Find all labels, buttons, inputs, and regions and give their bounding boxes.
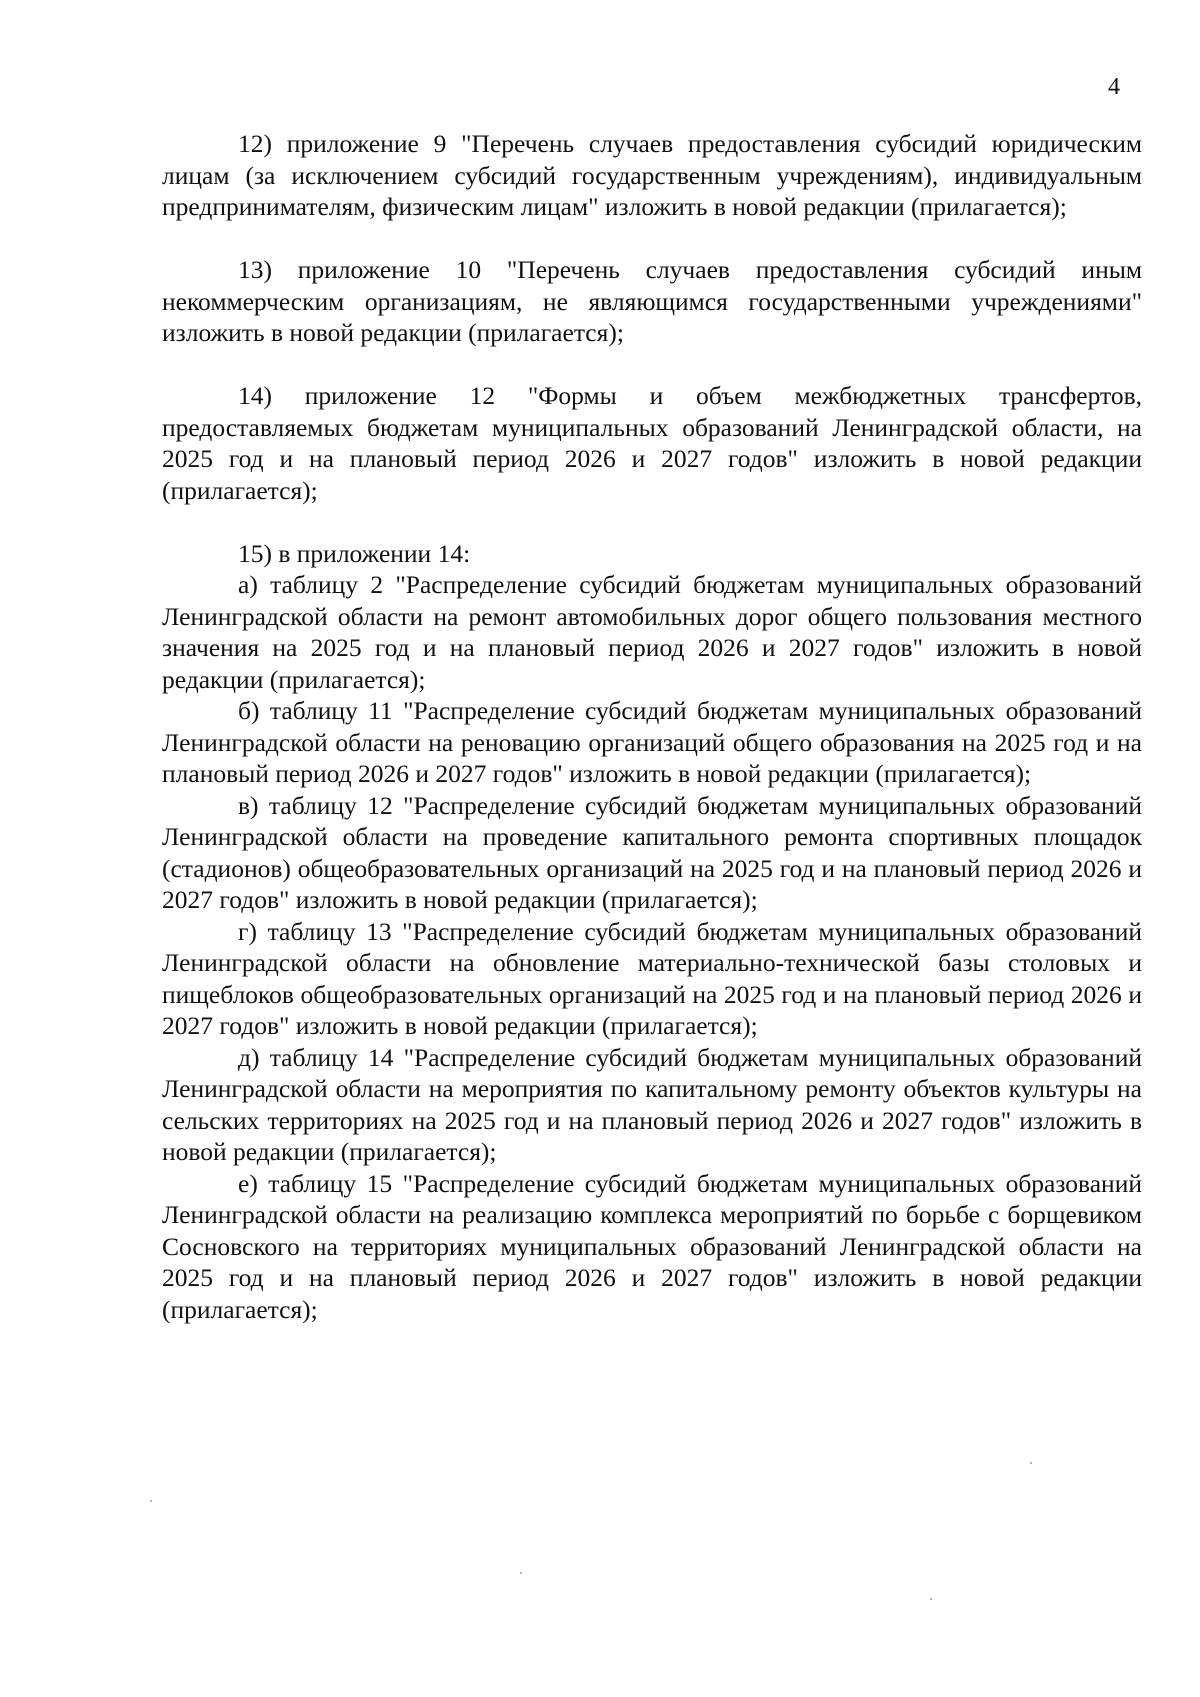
page-number: 4: [1108, 74, 1120, 100]
subparagraph-a: а) таблицу 2 "Распределение субсидий бюджетам муниципальных образований Ленинградской области на ремонт автомобильных дорог общего пользования местного значения на 2025 год и на плановый период 2026 и 2027 годов" изложить в новой редакции (прилагается);: [162, 570, 1142, 694]
subparagraph-g: г) таблицу 13 "Распределение субсидий бюджетам муниципальных образований Ленинградской области на обновление материально-технической базы столовых и пищеблоков общеобразовательных организаций на 2025 год и на плановый период 2026 и 2027 годов" изложить в новой редакции (прилагается);: [162, 916, 1142, 1040]
paragraph-15: 15) в приложении 14:: [238, 538, 471, 568]
subparagraph-v: в) таблицу 12 "Распределение субсидий бюджетам муниципальных образований Ленинградской области на проведение капитального ремонта спортивных площадок (стадионов) общеобразовательных организаций на 2025 год и на плановый период 2026 и 2027 годов" изложить в новой редакции (прилагается);: [162, 790, 1142, 914]
scan-speck: [930, 1598, 932, 1600]
scan-speck: [1030, 1462, 1032, 1464]
subparagraph-d: д) таблицу 14 "Распределение субсидий бюджетам муниципальных образований Ленинградской области на мероприятия по капитальному ремонту объектов культуры на сельских территориях на 2025 год и на плановый период 2026 и 2027 годов" изложить в новой редакции (прилагается);: [162, 1042, 1142, 1166]
paragraph-12: 12) приложение 9 "Перечень случаев предоставления субсидий юридическим лицам (за исключением субсидий государственным учреждениям), индивидуальным предпринимателям, физическим лицам" изложить в новой редакции (прилагается);: [162, 129, 1142, 221]
paragraph-13: 13) приложение 10 "Перечень случаев предоставления субсидий иным некоммерческим организациям, не являющимся государственными учреждениями" изложить в новой редакции (прилагается);: [162, 255, 1142, 347]
scan-speck: [520, 1572, 522, 1574]
document-body: [162, 128, 1142, 1325]
subparagraph-e: е) таблицу 15 "Распределение субсидий бюджетам муниципальных образований Ленинградской области на реализацию комплекса мероприятий по борьбе с борщевиком Сосновского на территориях муниципальных образований Ленинградской области на 2025 год и на плановый период 2026 и 2027 годов" изложить в новой редакции (прилагается);: [162, 1168, 1142, 1324]
paragraph-14: 14) приложение 12 "Формы и объем межбюджетных трансфертов, предоставляемых бюджетам муниципальных образований Ленинградской области, на 2025 год и на плановый период 2026 и 2027 годов" изложить в новой редакции (прилагается);: [162, 381, 1142, 505]
subparagraph-b: б) таблицу 11 "Распределение субсидий бюджетам муниципальных образований Ленинградской области на реновацию организаций общего образования на 2025 год и на плановый период 2026 и 2027 годов" изложить в новой редакции (прилагается);: [162, 696, 1142, 788]
scan-speck: [150, 1500, 152, 1502]
